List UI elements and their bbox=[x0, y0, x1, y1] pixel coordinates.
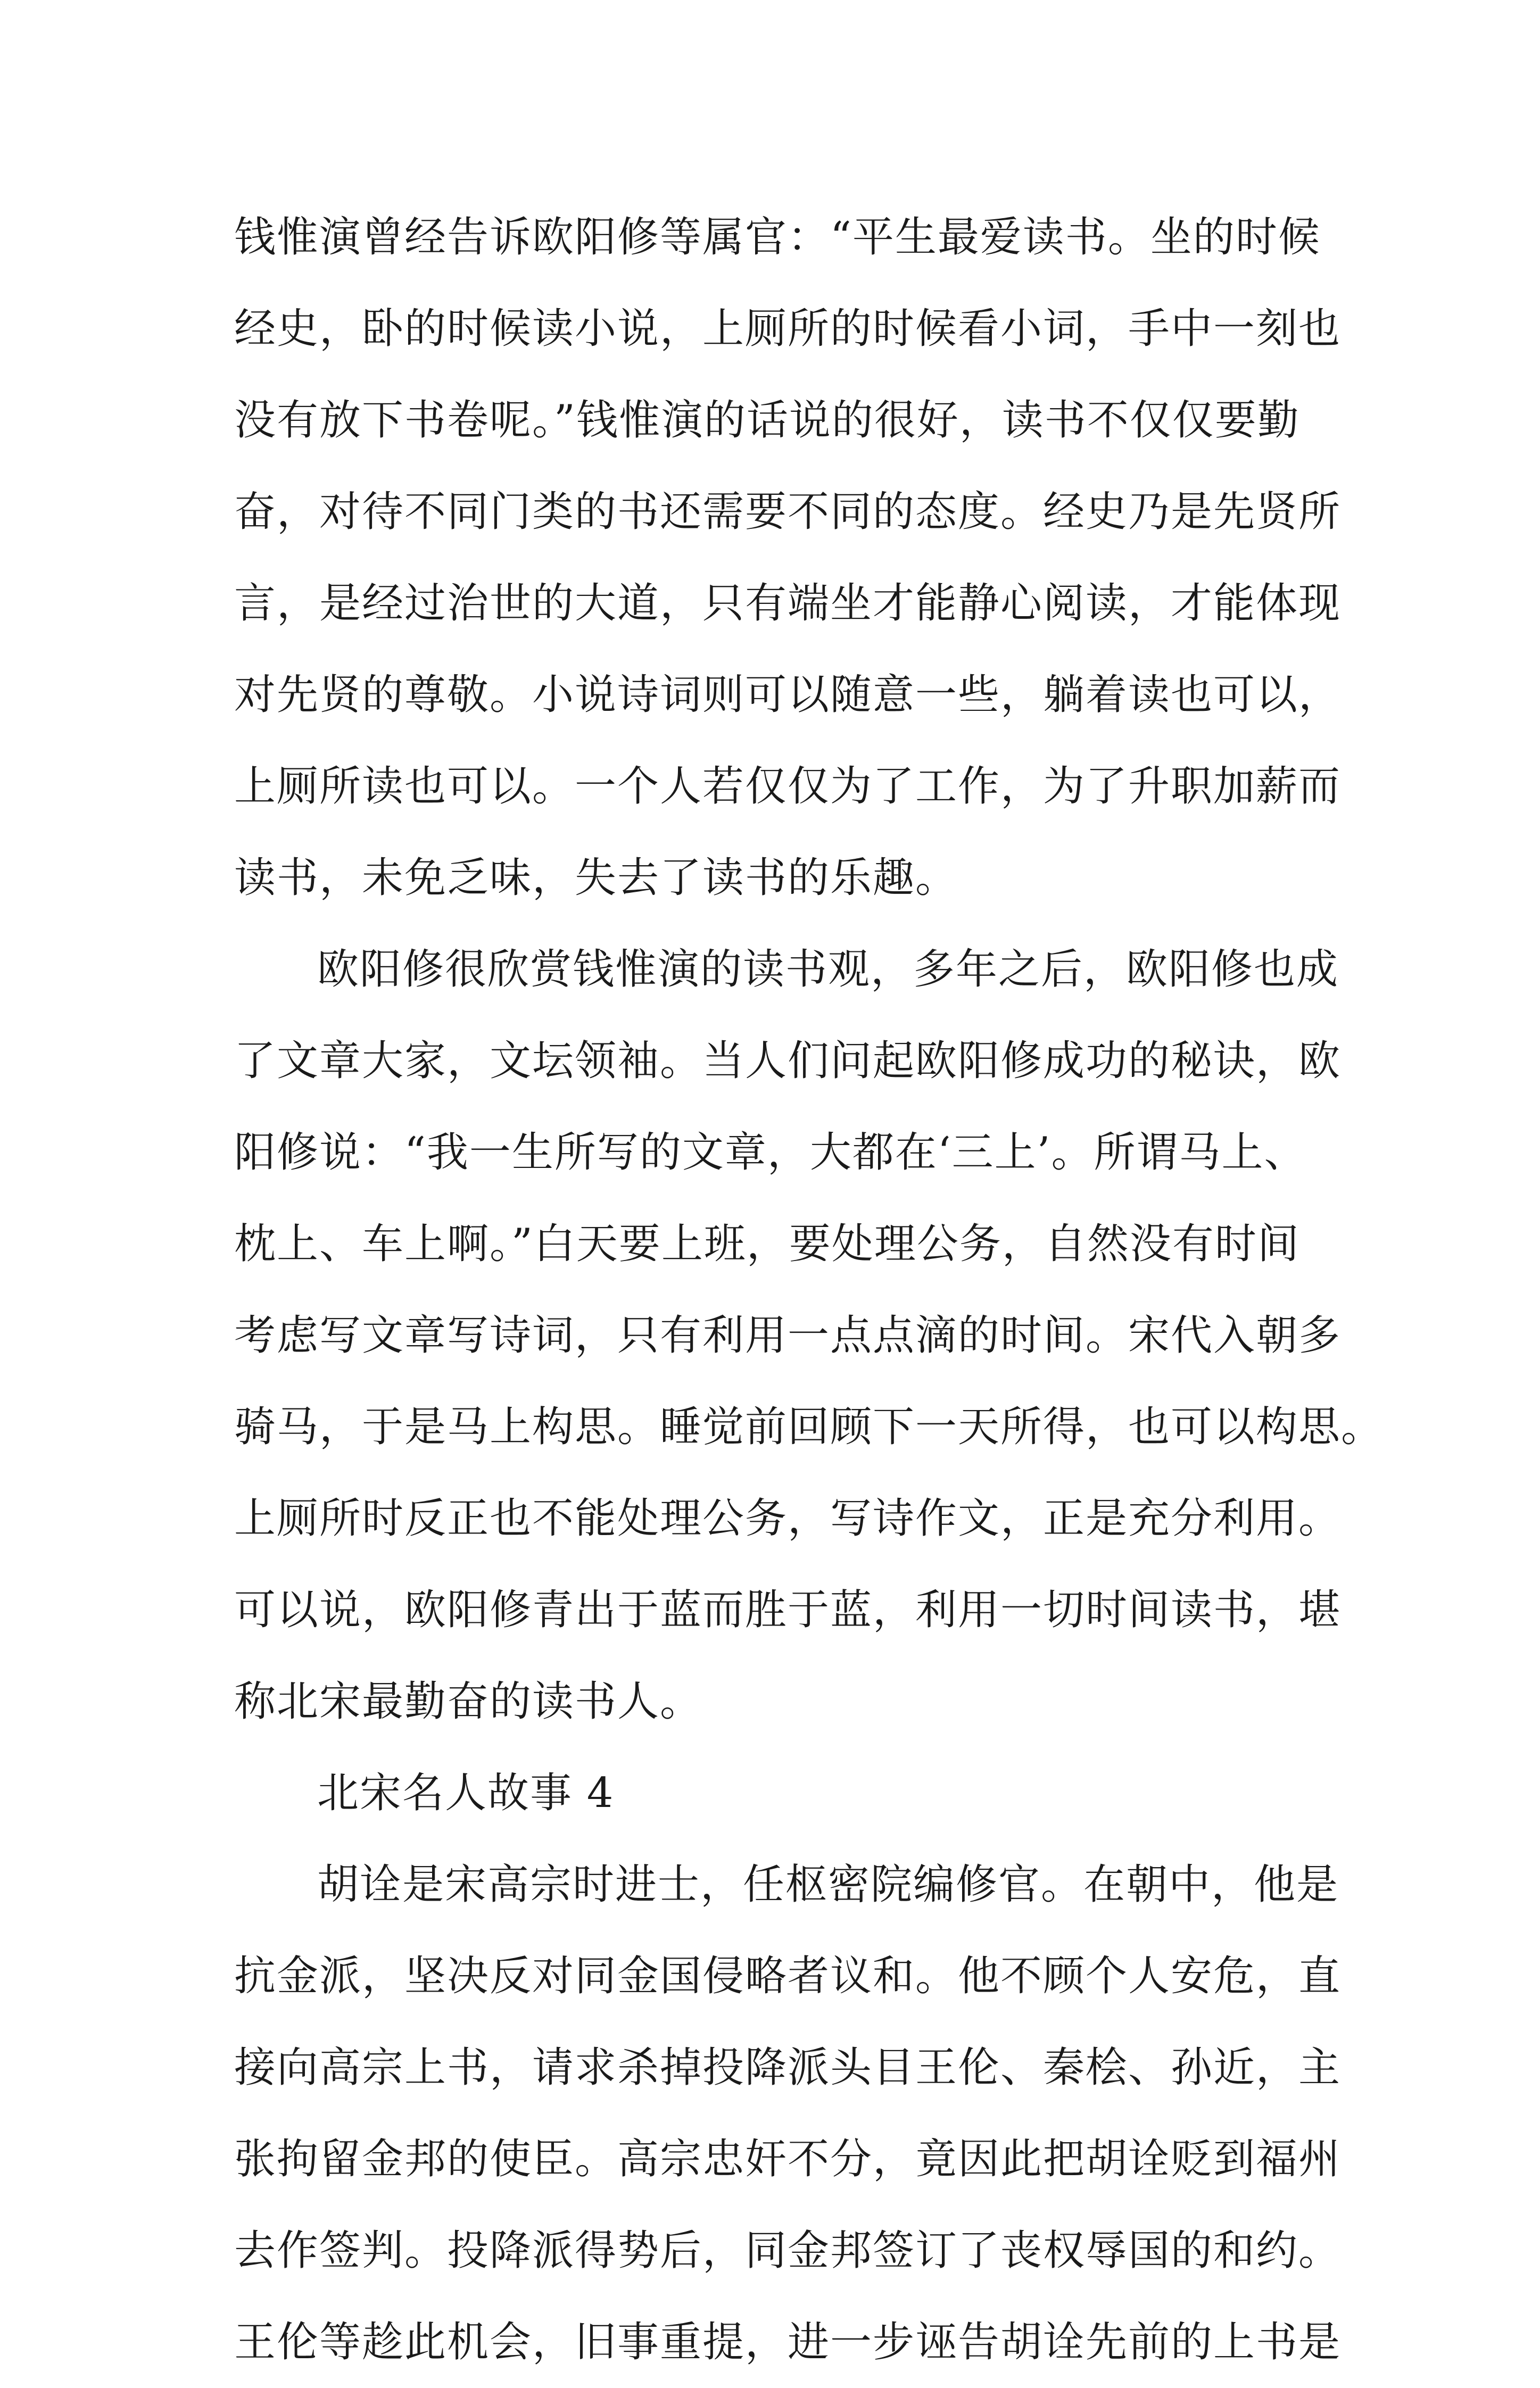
text-line: 钱惟演曾经告诉欧阳修等属官：“平生最爱读书。坐的时候 bbox=[234, 213, 1321, 261]
text-line: 对先贤的尊敬。小说诗词则可以随意一些，躺着读也可以， bbox=[234, 671, 1342, 719]
section-heading: 北宋名人故事 4 bbox=[317, 1769, 615, 1817]
text-line: 经史，卧的时候读小说，上厕所的时候看小词，手中一刻也 bbox=[234, 305, 1342, 353]
text-line: 接向高宗上书，请求杀掉投降派头目王伦、秦桧、孙近，主 bbox=[234, 2044, 1342, 2092]
text-line: 枕上、车上啊。”白天要上班，要处理公务，自然没有时间 bbox=[234, 1220, 1300, 1268]
text-line: 言，是经过治世的大道，只有端坐才能静心阅读，才能体现 bbox=[234, 579, 1342, 627]
text-line: 上厕所读也可以。一个人若仅仅为了工作，为了升职加薪而 bbox=[234, 762, 1342, 810]
text-line: 阳修说：“我一生所写的文章，大都在‘三上’。所谓马上、 bbox=[234, 1129, 1307, 1176]
text-line: 上厕所时反正也不能处理公务，写诗作文，正是充分利用。 bbox=[234, 1495, 1342, 1543]
body-text bbox=[234, 192, 1384, 2388]
text-line: 抗金派，坚决反对同金国侵略者议和。他不顾个人安危，直 bbox=[234, 1952, 1342, 2000]
text-line: 可以说，欧阳修青出于蓝而胜于蓝，利用一切时间读书，堪 bbox=[234, 1586, 1342, 1634]
text-line: 去作签判。投降派得势后，同金邦签订了丧权辱国的和约。 bbox=[234, 2227, 1342, 2275]
text-line: 奋，对待不同门类的书还需要不同的态度。经史乃是先贤所 bbox=[234, 488, 1342, 536]
text-line: 了文章大家，文坛领袖。当人们问起欧阳修成功的秘诀，欧 bbox=[234, 1037, 1342, 1085]
text-line: 考虑写文章写诗词，只有利用一点点滴的时间。宋代入朝多 bbox=[234, 1312, 1342, 1359]
paragraph-start-line: 胡诠是宋高宗时进士，任枢密院编修官。在朝中，他是 bbox=[317, 1861, 1339, 1909]
text-line: 没有放下书卷呢。”钱惟演的话说的很好，读书不仅仅要勤 bbox=[234, 396, 1300, 444]
text-line: 读书，未免乏味，失去了读书的乐趣。 bbox=[234, 854, 958, 902]
text-line: 称北宋最勤奋的读书人。 bbox=[234, 1678, 703, 1726]
text-line: 王伦等趁此机会，旧事重提，进一步诬告胡诠先前的上书是 bbox=[234, 2318, 1342, 2366]
text-line: 骑马，于是马上构思。睡觉前回顾下一天所得，也可以构思。 bbox=[234, 1403, 1384, 1451]
paragraph-start-line: 欧阳修很欣赏钱惟演的读书观，多年之后，欧阳修也成 bbox=[317, 946, 1339, 993]
text-line: 张拘留金邦的使臣。高宗忠奸不分，竟因此把胡诠贬到福州 bbox=[234, 2135, 1342, 2183]
